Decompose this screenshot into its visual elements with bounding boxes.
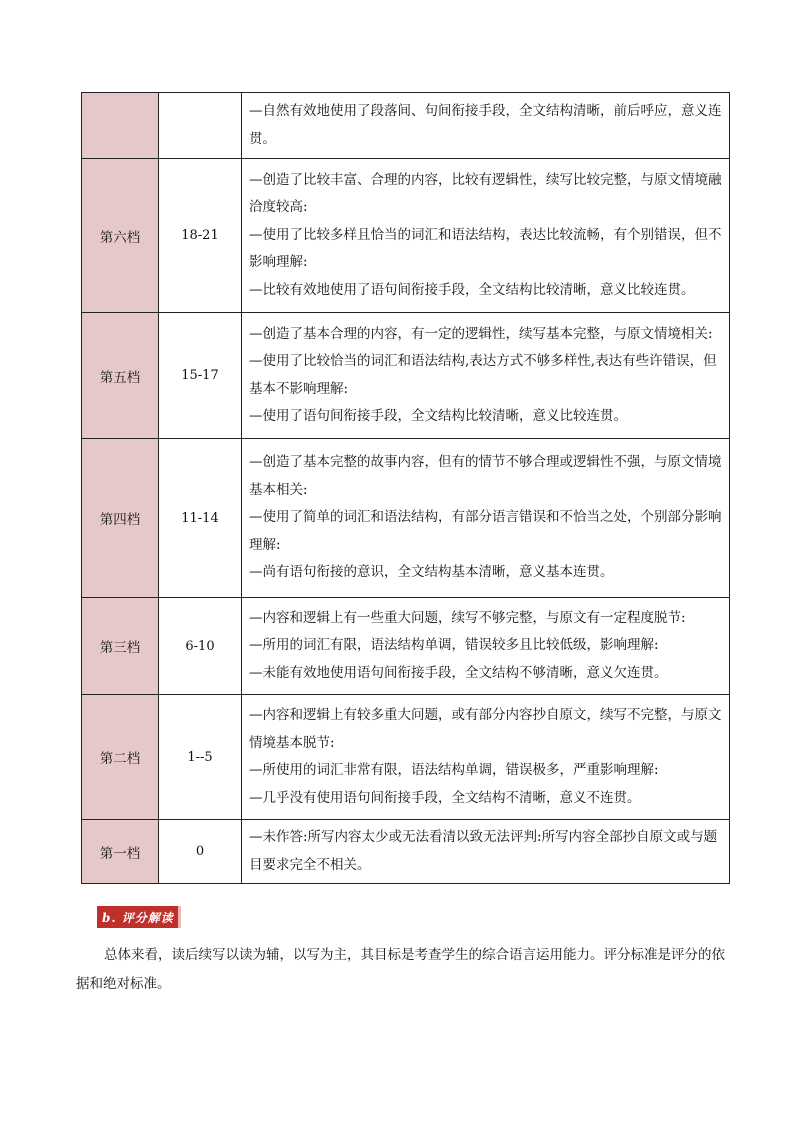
scoring-rubric-table xyxy=(81,92,730,884)
score-cell: 0 xyxy=(159,820,242,884)
description-line: —所使用的词汇非常有限，语法结构单调，错误极多，严重影响理解: xyxy=(249,762,659,778)
description-cell xyxy=(242,159,730,313)
description-line: —几乎没有使用语句间衔接手段，全文结构不清晰，意义不连贯。 xyxy=(249,789,641,806)
score-cell: 15-17 xyxy=(159,313,242,439)
description-line: —尚有语句衔接的意识，全文结构基本清晰，意义基本连贯。 xyxy=(249,564,614,581)
description-line: —内容和逻辑上有较多重大问题，或有部分内容抄自原文，续写不完整，与原文情境基本脱节: xyxy=(249,707,722,751)
description-cell xyxy=(242,695,730,820)
table-row xyxy=(82,439,730,598)
level-cell: 第四档 xyxy=(82,439,159,598)
description-line: —创造了比较丰富、合理的内容，比较有逻辑性，续写比较完整，与原文情境融洽度较高: xyxy=(249,171,722,216)
level-cell: 第五档 xyxy=(82,313,159,439)
score-cell: 18-21 xyxy=(159,159,242,313)
level-cell: 第六档 xyxy=(82,159,159,313)
section-heading-badge: b. 评分解读 xyxy=(97,906,181,928)
score-cell xyxy=(159,93,242,159)
description-line: —未能有效地使用语句间衔接手段，全文结构不够清晰，意义欠连贯。 xyxy=(249,664,668,681)
description-cell xyxy=(242,598,730,695)
table-row xyxy=(82,820,730,884)
description-line: —创造了基本合理的内容，有一定的逻辑性，续写基本完整，与原文情境相关: xyxy=(249,325,713,342)
description-line: —内容和逻辑上有一些重大问题，续写不够完整，与原文有一定程度脱节: xyxy=(249,609,686,626)
score-cell: 11-14 xyxy=(159,439,242,598)
description-cell xyxy=(242,439,730,598)
table-row xyxy=(82,598,730,695)
description-line: —比较有效地使用了语句间衔接手段，全文结构比较清晰，意义比较连贯。 xyxy=(249,281,695,298)
description-line: —使用了比较恰当的词汇和语法结构,表达方式不够多样性,表达有些许错误，但基本不影响理解: xyxy=(249,353,717,397)
summary-paragraph: 总体来看，读后续写以读为辅，以写为主，其目标是考查学生的综合语言运用能力。评分标准是评分的依据和绝对标准。 xyxy=(76,947,725,992)
level-cell: 第二档 xyxy=(82,695,159,820)
description-cell xyxy=(242,820,730,884)
description-line: —未作答:所写内容太少或无法看清以致无法评判:所写内容全部抄自原文或与题目要求完全不相关。 xyxy=(249,829,718,873)
score-cell: 1--5 xyxy=(159,695,242,820)
table-row xyxy=(82,313,730,439)
description-cell xyxy=(242,313,730,439)
description-line: —使用了比较多样且恰当的词汇和语法结构，表达比较流畅，有个别错误，但不影响理解: xyxy=(249,226,722,271)
description-line: —使用了简单的词汇和语法结构，有部分语言错误和不恰当之处，个别部分影响理解: xyxy=(249,509,722,553)
description-line: —自然有效地使用了段落间、句间衔接手段，全文结构清晰，前后呼应，意义连贯。 xyxy=(249,103,722,147)
level-cell: 第一档 xyxy=(82,820,159,884)
description-line: —使用了语句间衔接手段，全文结构比较清晰，意义比较连贯。 xyxy=(249,408,627,424)
description-cell xyxy=(242,93,730,159)
table-row xyxy=(82,695,730,820)
table-row xyxy=(82,159,730,313)
table-row xyxy=(82,93,730,159)
level-cell xyxy=(82,93,159,159)
level-cell: 第三档 xyxy=(82,598,159,695)
score-cell: 6-10 xyxy=(159,598,242,695)
description-line: —所用的词汇有限，语法结构单调，错误较多且比较低级，影响理解: xyxy=(249,637,659,654)
description-line: —创造了基本完整的故事内容，但有的情节不够合理或逻辑性不强，与原文情境基本相关: xyxy=(249,454,722,498)
